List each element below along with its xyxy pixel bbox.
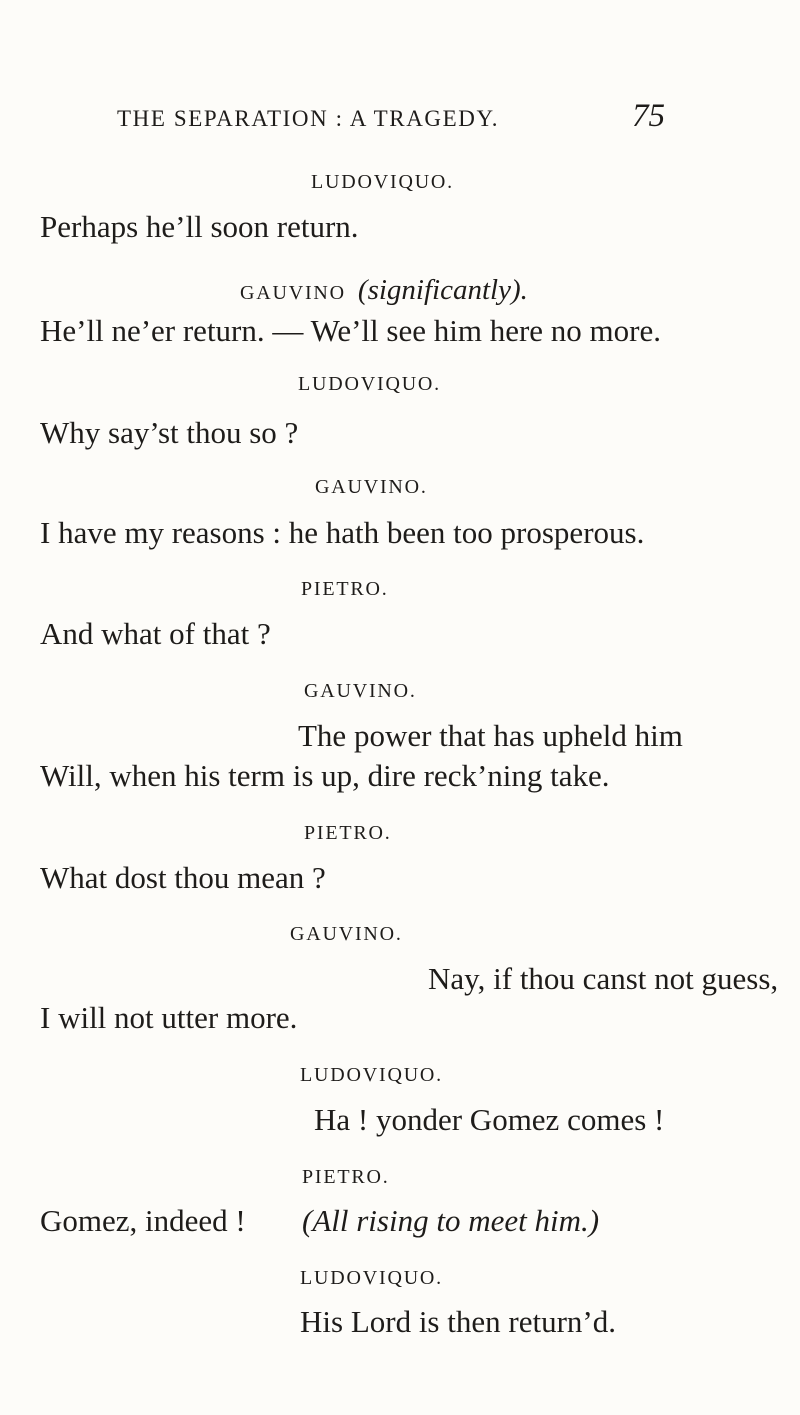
page-number: 75	[632, 98, 665, 134]
speaker-name: LUDOVIQUO.	[300, 1064, 443, 1086]
dialogue-line: Will, when his term is up, dire reck’ning take.	[40, 758, 610, 793]
dialogue-line: His Lord is then return’d.	[300, 1304, 616, 1339]
dialogue-line: The power that has upheld him	[298, 718, 683, 753]
dialogue-line: He’ll ne’er return. — We’ll see him here no more.	[40, 313, 661, 348]
speaker-name: LUDOVIQUO.	[300, 1267, 443, 1289]
dialogue-line: I will not utter more.	[40, 1000, 298, 1035]
stage-direction: (significantly).	[357, 274, 528, 306]
stage-direction: (All rising to meet him.)	[302, 1203, 600, 1238]
speaker-name: PIETRO.	[304, 822, 392, 844]
speaker-name: GAUVINO.	[315, 476, 428, 498]
speaker-name: PIETRO.	[301, 578, 389, 600]
dialogue-line: Gomez, indeed !	[40, 1203, 246, 1238]
running-head: THE SEPARATION : A TRAGEDY.	[117, 106, 500, 131]
speaker-name: GAUVINO	[240, 282, 346, 304]
dialogue-line: Nay, if thou canst not guess,	[428, 961, 779, 996]
speaker-name: LUDOVIQUO.	[298, 373, 441, 395]
speaker-heading	[240, 274, 528, 307]
speaker-name: GAUVINO.	[304, 680, 417, 702]
speaker-name: GAUVINO.	[290, 923, 403, 945]
dialogue-line: Ha ! yonder Gomez comes !	[314, 1102, 665, 1137]
dialogue-line: Why say’st thou so ?	[40, 415, 299, 450]
speaker-name: LUDOVIQUO.	[311, 171, 454, 193]
dialogue-line: Perhaps he’ll soon return.	[40, 209, 359, 244]
dialogue-line: What dost thou mean ?	[40, 860, 326, 895]
dialogue-line: I have my reasons : he hath been too prosperous.	[40, 515, 645, 550]
dialogue-line: And what of that ?	[40, 616, 271, 651]
speaker-name: PIETRO.	[302, 1166, 390, 1188]
